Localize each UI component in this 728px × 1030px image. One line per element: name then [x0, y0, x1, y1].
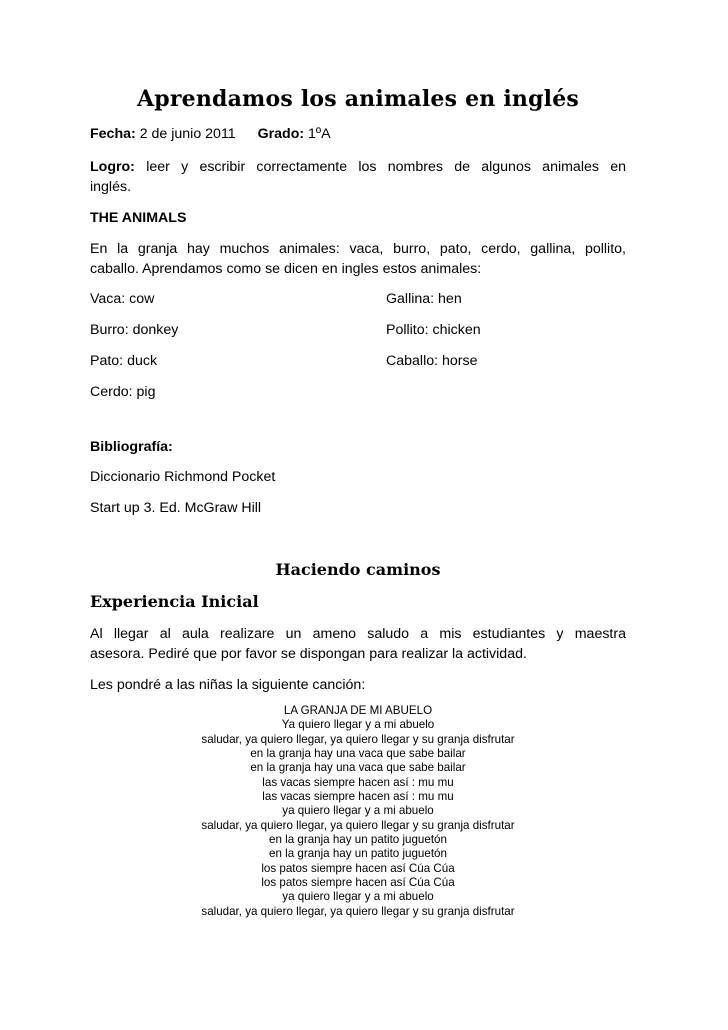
song-line: ya quiero llegar y a mi abuelo — [282, 804, 434, 818]
vocab-left-1: Burro: donkey — [90, 322, 179, 338]
vocab-right-1: Pollito: chicken — [386, 322, 481, 338]
song-line: en la granja hay una vaca que sabe bailar — [250, 761, 466, 775]
biblio-item-0: Diccionario Richmond Pocket — [90, 469, 276, 485]
song-line: en la granja hay una vaca que sabe bailar — [250, 747, 466, 761]
song-line: los patos siempre hacen así Cúa Cúa — [261, 861, 455, 875]
fecha-label: Fecha: — [90, 126, 136, 142]
intro-line-2: caballo. Aprendamos como se dicen en ingles estos animales: — [90, 261, 482, 277]
vocab-right-2: Caballo: horse — [386, 353, 478, 369]
song-line: saludar, ya quiero llegar, ya quiero llegar y su granja disfrutar — [201, 904, 515, 918]
section-title: Haciendo caminos — [275, 560, 441, 579]
logro-text-1: leer y escribir correctamente los nombres de algunos animales en — [146, 159, 626, 175]
song-line: en la granja hay un patito juguetón — [269, 833, 447, 847]
meta-line — [90, 124, 331, 144]
song-line: las vacas siempre hacen así : mu mu — [262, 790, 454, 804]
vocab-left-2: Pato: duck — [90, 353, 158, 369]
logro-line-1 — [90, 157, 626, 177]
vocab-right-0: Gallina: hen — [386, 291, 462, 307]
biblio-item-1: Start up 3. Ed. McGraw Hill — [90, 500, 262, 516]
vocab-left-3: Cerdo: pig — [90, 384, 156, 400]
logro-label: Logro: — [90, 159, 135, 175]
fecha-value: 2 de junio 2011 — [139, 126, 236, 142]
intro-line-1: En la granja hay muchos animales: vaca, burro, pato, cerdo, gallina, pollito, — [90, 241, 626, 257]
song-line: las vacas siempre hacen así : mu mu — [262, 775, 454, 789]
song-line: Ya quiero llegar y a mi abuelo — [281, 718, 435, 732]
song-line: ya quiero llegar y a mi abuelo — [282, 890, 434, 904]
experiencia-line-2: asesora. Pediré que por favor se dispongan para realizar la actividad. — [90, 646, 527, 662]
animals-heading: THE ANIMALS — [90, 210, 187, 226]
logro-line-2: inglés. — [90, 179, 132, 195]
song-line: en la granja hay un patito juguetón — [269, 847, 447, 861]
experiencia-line-1: Al llegar al aula realizare un ameno saludo a mis estudiantes y maestra — [90, 626, 626, 642]
song-block — [90, 704, 626, 919]
document-title: Aprendamos los animales en inglés — [136, 86, 579, 112]
song-title: LA GRANJA DE MI ABUELO — [283, 704, 433, 717]
grado-value: 1ºA — [308, 126, 331, 142]
biblio-heading: Bibliografía: — [90, 439, 173, 455]
grado-label: Grado: — [257, 126, 305, 142]
vocab-left-0: Vaca: cow — [90, 291, 155, 307]
song-line: saludar, ya quiero llegar, ya quiero llegar y su granja disfrutar — [201, 732, 515, 746]
experiencia-heading: Experiencia Inicial — [90, 592, 259, 611]
song-line: saludar, ya quiero llegar, ya quiero llegar y su granja disfrutar — [201, 818, 515, 832]
experiencia-line-3: Les pondré a las niñas la siguiente canción: — [90, 677, 366, 693]
song-line: los patos siempre hacen así Cúa Cúa — [261, 876, 455, 890]
